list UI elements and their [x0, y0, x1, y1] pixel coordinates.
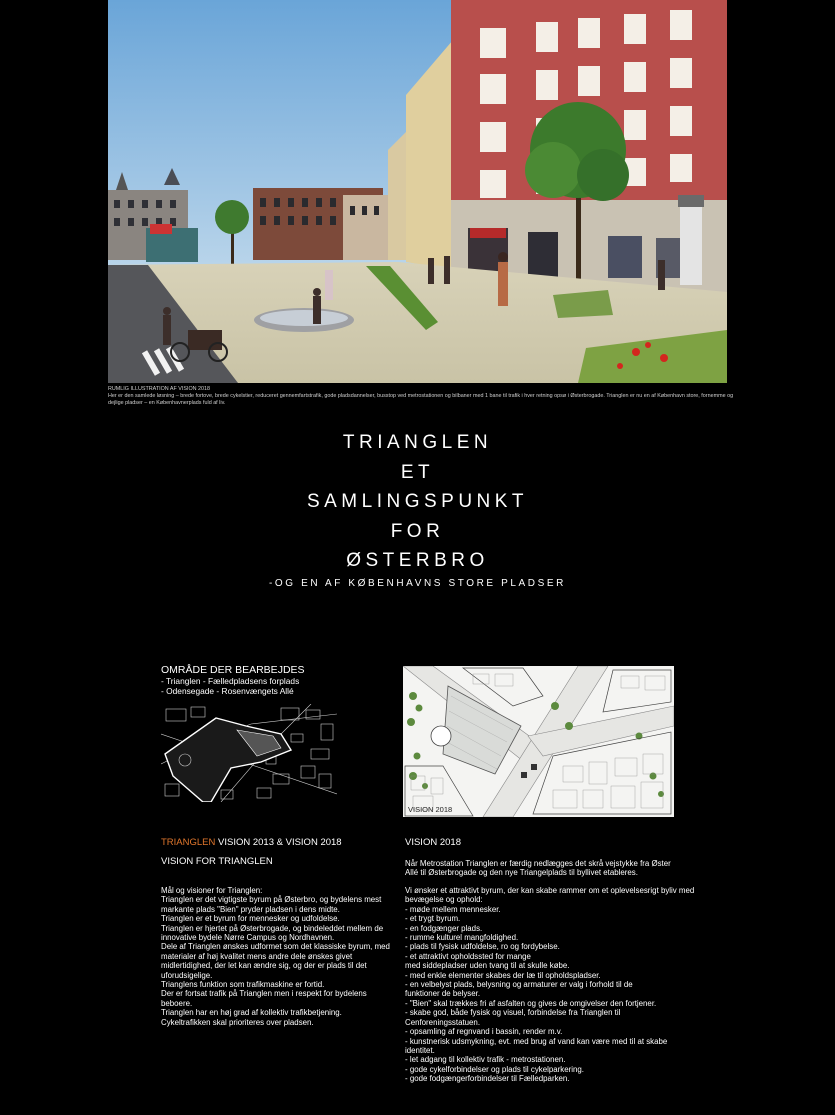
area-heading-block	[161, 665, 401, 697]
hero-illustration	[108, 0, 727, 383]
map-stamp: VISION 2018	[408, 805, 453, 814]
heading-accent: TRIANGLEN	[161, 837, 216, 848]
area-item: - Trianglen - Fælledpladsens forplads	[161, 675, 300, 686]
area-item: - Odensegade - Rosenvængets Allé	[161, 686, 294, 696]
title-line: ØSTERBRO	[346, 550, 489, 571]
right-section-heading: VISION 2018	[405, 837, 461, 848]
title-line: FOR	[390, 520, 445, 542]
vision-2018-map-image	[403, 666, 674, 817]
caption-title: RUMLIG ILLUSTRATION AF VISION 2018	[108, 386, 211, 392]
vision-2018-map	[403, 666, 674, 817]
poster-title	[0, 428, 835, 589]
hero-caption	[108, 386, 748, 407]
left-section-heading	[161, 837, 401, 848]
title-line: SAMLINGSPUNKT	[306, 491, 529, 512]
area-heading: OMRÅDE DER BEARBEJDES	[161, 664, 305, 676]
heading-rest: VISION 2013 & VISION 2018	[215, 837, 342, 848]
right-section-body: Vi ønsker et attraktivt byrum, der kan skabe rammer om et oplevelsesrigt byliv med bevægelse og ophold: - møde mellem mennesker. - et trygt byrum. - en fodgænger plads. - rumme kulturel mangfoldighed. - plads til fysisk udfoldelse, ro og fordybelse. - et attraktivt opholdssted for mange med siddepladser uden tvang til at skulle købe. - med enkle elementer skabes der læ til opholdspladser. - en velbelyst plads, belysning og armaturer er valg i forhold til de funktioner de belyser. - "Bien" skal trækkes fri af asfalten og gives de omgivelser den fortjener. - skabe god, både fysisk og visuel, forbindelse fra Trianglen til Cenforeningsstatuen. - opsamling af regnvand i bassin, render m.v. - kunstnerisk udsmykning, evt. med brug af vand kan være med til at skabe identitet. - let adgang til kollektiv trafik - metrostationen. - gode cykelforbindelser og plads til cykelparkering. - gode fodgængerforbindelser til Fælledparken.	[405, 886, 695, 1084]
caption-text: Her er den samlede løsning – brede fortove, brede cykelstier, reduceret gennemfartstrafik, gode pladsdannelser, busstop ved metrostationen og bilbaner med 1 bane til trafik i hver retning opsø i Østerbrogade. Trianglen er nu en af København store, fornemme og dejlige pladser – en Københavnerplads fuld af liv.	[108, 393, 734, 406]
area-map	[161, 704, 337, 802]
left-section-body: Mål og visioner for Trianglen: Trianglen er det vigtigste byrum på Østerbro, og bydelens mest markante plads "Bien" pryder pladsen i dens midte. Trianglen er et byrum for mennesker og udfoldelse. Trianglen er hjertet på Østerbrogade, og bindeleddet mellem de innovative bydele Nørre Campus og Nordhavnen. Dele af Trianglen ønskes udformet som det klassiske byrum, med materialer af høj kvalitet mens andre dele ønskes givet midlertidighed, der let kan ændre sig, og der er plads til det uforudsigelige. Trianglens funktion som trafikmaskine er fortid. Der er fortsat trafik på Trianglen men i respekt for bydelens beboere. Trianglen har en høj grad af kollektiv trafikbetjening. Cykeltrafikken skal prioriteres over pladsen.	[161, 886, 390, 1027]
poster-subtitle: -OG EN AF KØBENHAVNS STORE PLADSER	[269, 577, 566, 589]
right-section-intro: Når Metrostation Trianglen er færdig nedlægges det skrå vejstykke fra Øster Allé til Østerbrogade og den nye Triangelplads til byllivet etableres.	[405, 859, 671, 878]
area-map-image	[161, 704, 337, 802]
title-line: TRIANGLEN	[342, 432, 493, 453]
title-line: ET	[400, 461, 435, 483]
square-visualization-image	[108, 0, 727, 383]
left-section-subheading: VISION FOR TRIANGLEN	[161, 856, 273, 867]
